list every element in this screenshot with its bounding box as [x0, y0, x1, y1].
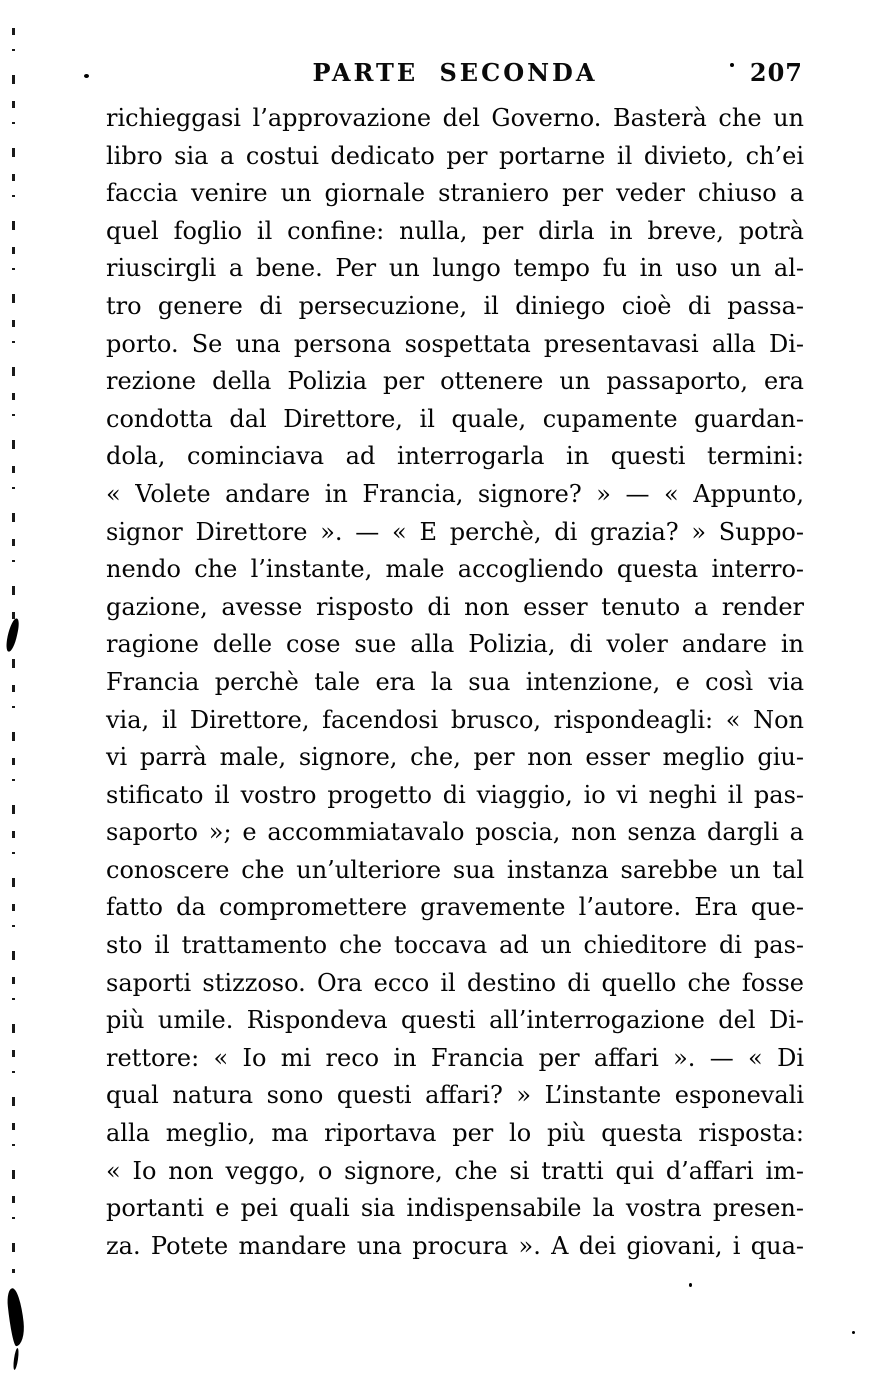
text-line: richieggasi l’approvazione del Governo. Basterà che un: [106, 104, 804, 132]
text-line: fatto da compromettere gravemente l’autore. Era que-: [106, 893, 804, 922]
text-line: za. Potete mandare una procura ». A dei giovani, i qua-: [106, 1231, 804, 1260]
text-line: conoscere che un’ulteriore sua instanza sarebbe un tal: [106, 855, 804, 884]
text-line: quel foglio il confine: nulla, per dirla in breve, potrà: [106, 216, 804, 245]
text-line: saporto »; e accommiatavalo poscia, non senza dargli a: [106, 818, 804, 847]
text-line: più umile. Rispondeva questi all’interrogazione del Di-: [106, 1006, 804, 1035]
text-line: signor Direttore ». — « E perchè, di grazia? » Suppo-: [106, 517, 804, 546]
text-line: stificato il vostro progetto di viaggio, io vi neghi il pas-: [106, 780, 804, 809]
text-line: libro sia a costui dedicato per portarne il divieto, ch’ei: [106, 141, 804, 170]
text-line: sto il trattamento che toccava ad un chieditore di pas-: [106, 931, 804, 960]
page-body-text: [106, 100, 804, 1265]
text-line: condotta dal Direttore, il quale, cupamente guardan-: [106, 404, 804, 433]
text-line: porto. Se una persona sospettata presentavasi alla Di-: [106, 329, 804, 358]
text-line: dola, cominciava ad interrogarla in questi termini:: [106, 442, 804, 471]
text-line: Francia perchè tale era la sua intenzione, e così via: [106, 667, 804, 696]
scan-artifact-ink-blob: [6, 1287, 26, 1346]
scan-artifact-ink-blob: [12, 1348, 19, 1370]
text-line: riuscirgli a bene. Per un lungo tempo fu in uso un al-: [106, 254, 804, 283]
page-number: 207: [749, 58, 803, 87]
text-line: via, il Direttore, facendosi brusco, rispondeagli: « Non: [106, 705, 804, 734]
text-line: faccia venire un giornale straniero per veder chiuso a: [106, 179, 804, 208]
text-line: gazione, avesse risposto di non esser tenuto a render: [106, 592, 804, 621]
scan-artifact-speck: [689, 1283, 692, 1287]
running-title: PARTE SECONDA: [312, 58, 598, 87]
text-line: portanti e pei quali sia indispensabile la vostra presen-: [106, 1194, 804, 1223]
text-line: « Io non veggo, o signore, che si tratti qui d’affari im-: [106, 1156, 804, 1185]
text-line: ragione delle cose sue alla Polizia, di voler andare in: [106, 630, 804, 659]
text-line: rezione della Polizia per ottenere un passaporto, era: [106, 367, 804, 396]
text-line: nendo che l’instante, male accogliendo questa interro-: [106, 555, 804, 584]
scan-artifact-speck: [84, 74, 89, 78]
text-line: vi parrà male, signore, che, per non esser meglio giu-: [106, 743, 804, 772]
text-line: rettore: « Io mi reco in Francia per affari ». — « Di: [106, 1043, 804, 1072]
scan-artifact-ink-blob: [5, 617, 21, 652]
page-header: [105, 58, 805, 92]
scan-artifact-left-edge-line: [12, 28, 15, 1273]
scan-artifact-speck: [852, 1331, 855, 1334]
text-line: tro genere di persecuzione, il diniego cioè di passa-: [106, 291, 804, 320]
text-line: saporti stizzoso. Ora ecco il destino di quello che fosse: [106, 968, 804, 997]
text-line: « Volete andare in Francia, signore? » — « Appunto,: [106, 479, 804, 508]
text-line: alla meglio, ma riportava per lo più questa risposta:: [106, 1119, 804, 1148]
text-line: qual natura sono questi affari? » L’instante esponevali: [106, 1081, 804, 1110]
